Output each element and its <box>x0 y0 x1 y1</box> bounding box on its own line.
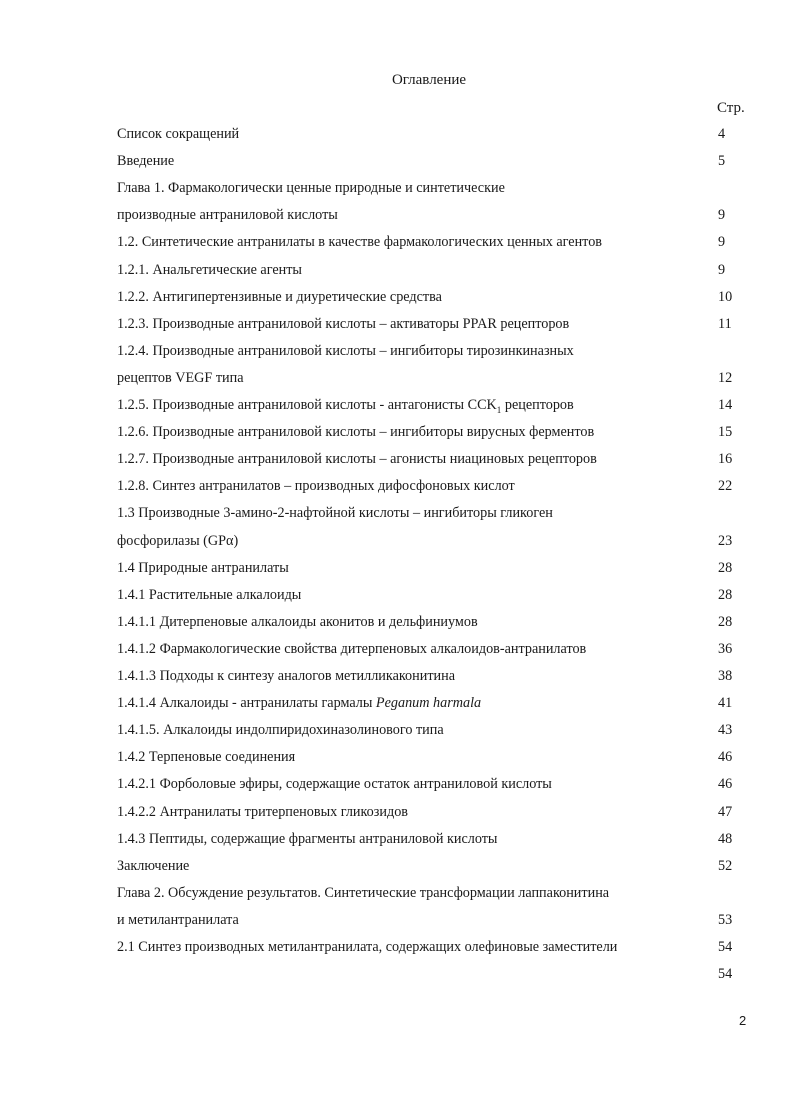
toc-entry-page: 22 <box>718 478 733 495</box>
toc-entry <box>0 885 798 905</box>
toc-entry-page: 38 <box>718 668 733 684</box>
toc-entry-page: 10 <box>718 288 733 305</box>
toc-entry-text: фосфорилазы (GPα) <box>117 532 239 549</box>
toc-entry-text: 1.4.1.5. Алкалоиды индолпиридохиназолинового типа <box>117 722 444 739</box>
toc-entry-page: 28 <box>718 586 733 603</box>
toc-entry-text: 1.4 Природные антранилаты <box>117 559 289 576</box>
toc-entry <box>0 804 798 824</box>
toc-entry <box>0 289 798 309</box>
toc-entry <box>0 912 798 932</box>
toc-entry <box>0 966 798 986</box>
toc-entry <box>0 397 798 417</box>
toc-entry-page: 15 <box>718 424 733 441</box>
toc-entry-text: 1.2.8. Синтез антранилатов – производных дифосфоновых кислот <box>117 478 515 495</box>
toc-entry <box>0 776 798 796</box>
toc-entry-text: рецептов VEGF типа <box>117 369 244 386</box>
toc-entry-page: 36 <box>718 640 733 657</box>
toc-entry-text: 1.4.3 Пептиды, содержащие фрагменты антраниловой кислоты <box>117 830 498 847</box>
toc-entry <box>0 451 798 471</box>
toc-entry-text: 1.4.1.4 Алкалоиды - антранилаты гармалы Peganum harmala <box>117 695 482 712</box>
toc-entry-page: 52 <box>718 857 733 874</box>
toc-entry-text: 1.2.4. Производные антраниловой кислоты – ингибиторы тирозинкиназных <box>117 342 574 359</box>
toc-entry-text: 1.3 Производные 3-амино-2-нафтойной кислоты – ингибиторы гликоген <box>117 505 553 522</box>
toc-entry-page: 23 <box>718 532 733 549</box>
toc-entry-page: 47 <box>718 803 733 820</box>
toc-entry <box>0 939 798 959</box>
toc-entry-text: 1.4.1 Растительные алкалоиды <box>117 586 302 603</box>
toc-entry <box>0 262 798 282</box>
toc-entry <box>0 126 798 146</box>
toc-entry-page: 28 <box>718 559 733 576</box>
toc-entry-text: 1.2.5. Производные антраниловой кислоты - антагонисты $CCK_1$ рецепторов <box>117 397 574 415</box>
toc-entry-page: 11 <box>718 315 732 332</box>
toc-entry-text: 1.2.7. Производные антраниловой кислоты – агонисты ниациновых рецепторов <box>117 451 597 468</box>
toc-entry <box>0 641 798 661</box>
toc-entry-page: 16 <box>718 451 733 468</box>
toc-entry-text: 1.4.2.2 Антранилаты тритерпеновых гликозидов <box>117 803 408 820</box>
toc-entry <box>0 234 798 254</box>
toc-entry <box>0 533 798 553</box>
toc-entry-text: Заключение <box>117 857 190 874</box>
toc-entry <box>0 316 798 336</box>
toc-title: Оглавление <box>391 72 467 88</box>
toc-entry <box>0 424 798 444</box>
toc-entry-text: Список сокращений <box>117 126 240 142</box>
toc-entry-page: 9 <box>718 261 726 278</box>
toc-entry-text: 1.2.6. Производные антраниловой кислоты – ингибиторы вирусных ферментов <box>117 424 595 441</box>
toc-entry <box>0 695 798 715</box>
toc-entry-page: 5 <box>718 153 726 170</box>
toc-entry <box>0 343 798 363</box>
toc-entry-page: 46 <box>718 749 733 766</box>
toc-entry-page: 12 <box>718 369 733 386</box>
toc-entry-page: 41 <box>718 695 733 712</box>
toc-entry-page: 4 <box>718 126 726 142</box>
toc-entry <box>0 749 798 769</box>
toc-entry <box>0 153 798 173</box>
toc-entry-text: Глава 1. Фармакологически ценные природные и синтетические <box>117 180 505 197</box>
toc-entry <box>0 505 798 525</box>
toc-entry <box>0 478 798 498</box>
toc-entry-text: и метилантранилата <box>117 911 239 928</box>
page-number: 2 <box>739 1013 747 1028</box>
toc-entry-page: 46 <box>718 776 733 793</box>
toc-entry-text: 1.4.1.1 Дитерпеновые алкалоиды аконитов и дельфиниумов <box>117 613 478 630</box>
toc-entry-page: 53 <box>718 911 733 928</box>
toc-entry <box>0 614 798 634</box>
toc-entry <box>0 668 798 688</box>
toc-entry <box>0 587 798 607</box>
toc-entry <box>0 180 798 200</box>
toc-entry-subscript: 1 <box>496 404 502 415</box>
toc-entry-page: 54 <box>718 966 733 983</box>
toc-entry-text: Глава 2. Обсуждение результатов. Синтетические трансформации лаппаконитина <box>117 884 610 901</box>
toc-entry <box>0 560 798 580</box>
toc-entry-text: 1.2. Синтетические антранилаты в качестве фармакологических ценных агентов <box>117 234 602 251</box>
toc-entry-page: 14 <box>718 397 733 413</box>
toc-entry-page: 28 <box>718 613 733 630</box>
toc-entry <box>0 831 798 851</box>
toc-entry-text: 1.2.2. Антигипертензивные и диуретические средства <box>117 288 442 305</box>
toc-entry-text: 2.1 Синтез производных метилантранилата, содержащих олефиновые заместители <box>117 939 618 955</box>
toc-entry-page: 9 <box>718 234 726 251</box>
toc-entry-page: 43 <box>718 722 733 739</box>
toc-entry-text: Введение <box>117 153 175 170</box>
toc-entry-italic: Peganum harmala <box>375 695 482 712</box>
page-column-header: Стр. <box>717 100 745 116</box>
toc-entry-text: 1.4.1.3 Подходы к синтезу аналогов метилликаконитина <box>117 668 456 684</box>
toc-entry <box>0 858 798 878</box>
toc-entry-text: 1.2.3. Производные антраниловой кислоты – активаторы PPAR рецепторов <box>117 315 570 332</box>
toc-entry-page: 48 <box>718 830 733 847</box>
toc-entry-text: 1.4.1.2 Фармакологические свойства дитерпеновых алкалоидов-антранилатов <box>117 640 587 657</box>
toc-entry-text: 1.2.1. Анальгетические агенты <box>117 261 302 278</box>
toc-entry <box>0 207 798 227</box>
toc-entry <box>0 722 798 742</box>
toc-entry-text: 1.4.2 Терпеновые соединения <box>117 749 296 766</box>
toc-entry-text: производные антраниловой кислоты <box>117 207 338 224</box>
toc-entry-text: 1.4.2.1 Форболовые эфиры, содержащие остаток антраниловой кислоты <box>117 776 552 793</box>
toc-entry-page: 54 <box>718 939 733 955</box>
toc-entry-page: 9 <box>718 207 726 224</box>
toc-entry <box>0 370 798 390</box>
